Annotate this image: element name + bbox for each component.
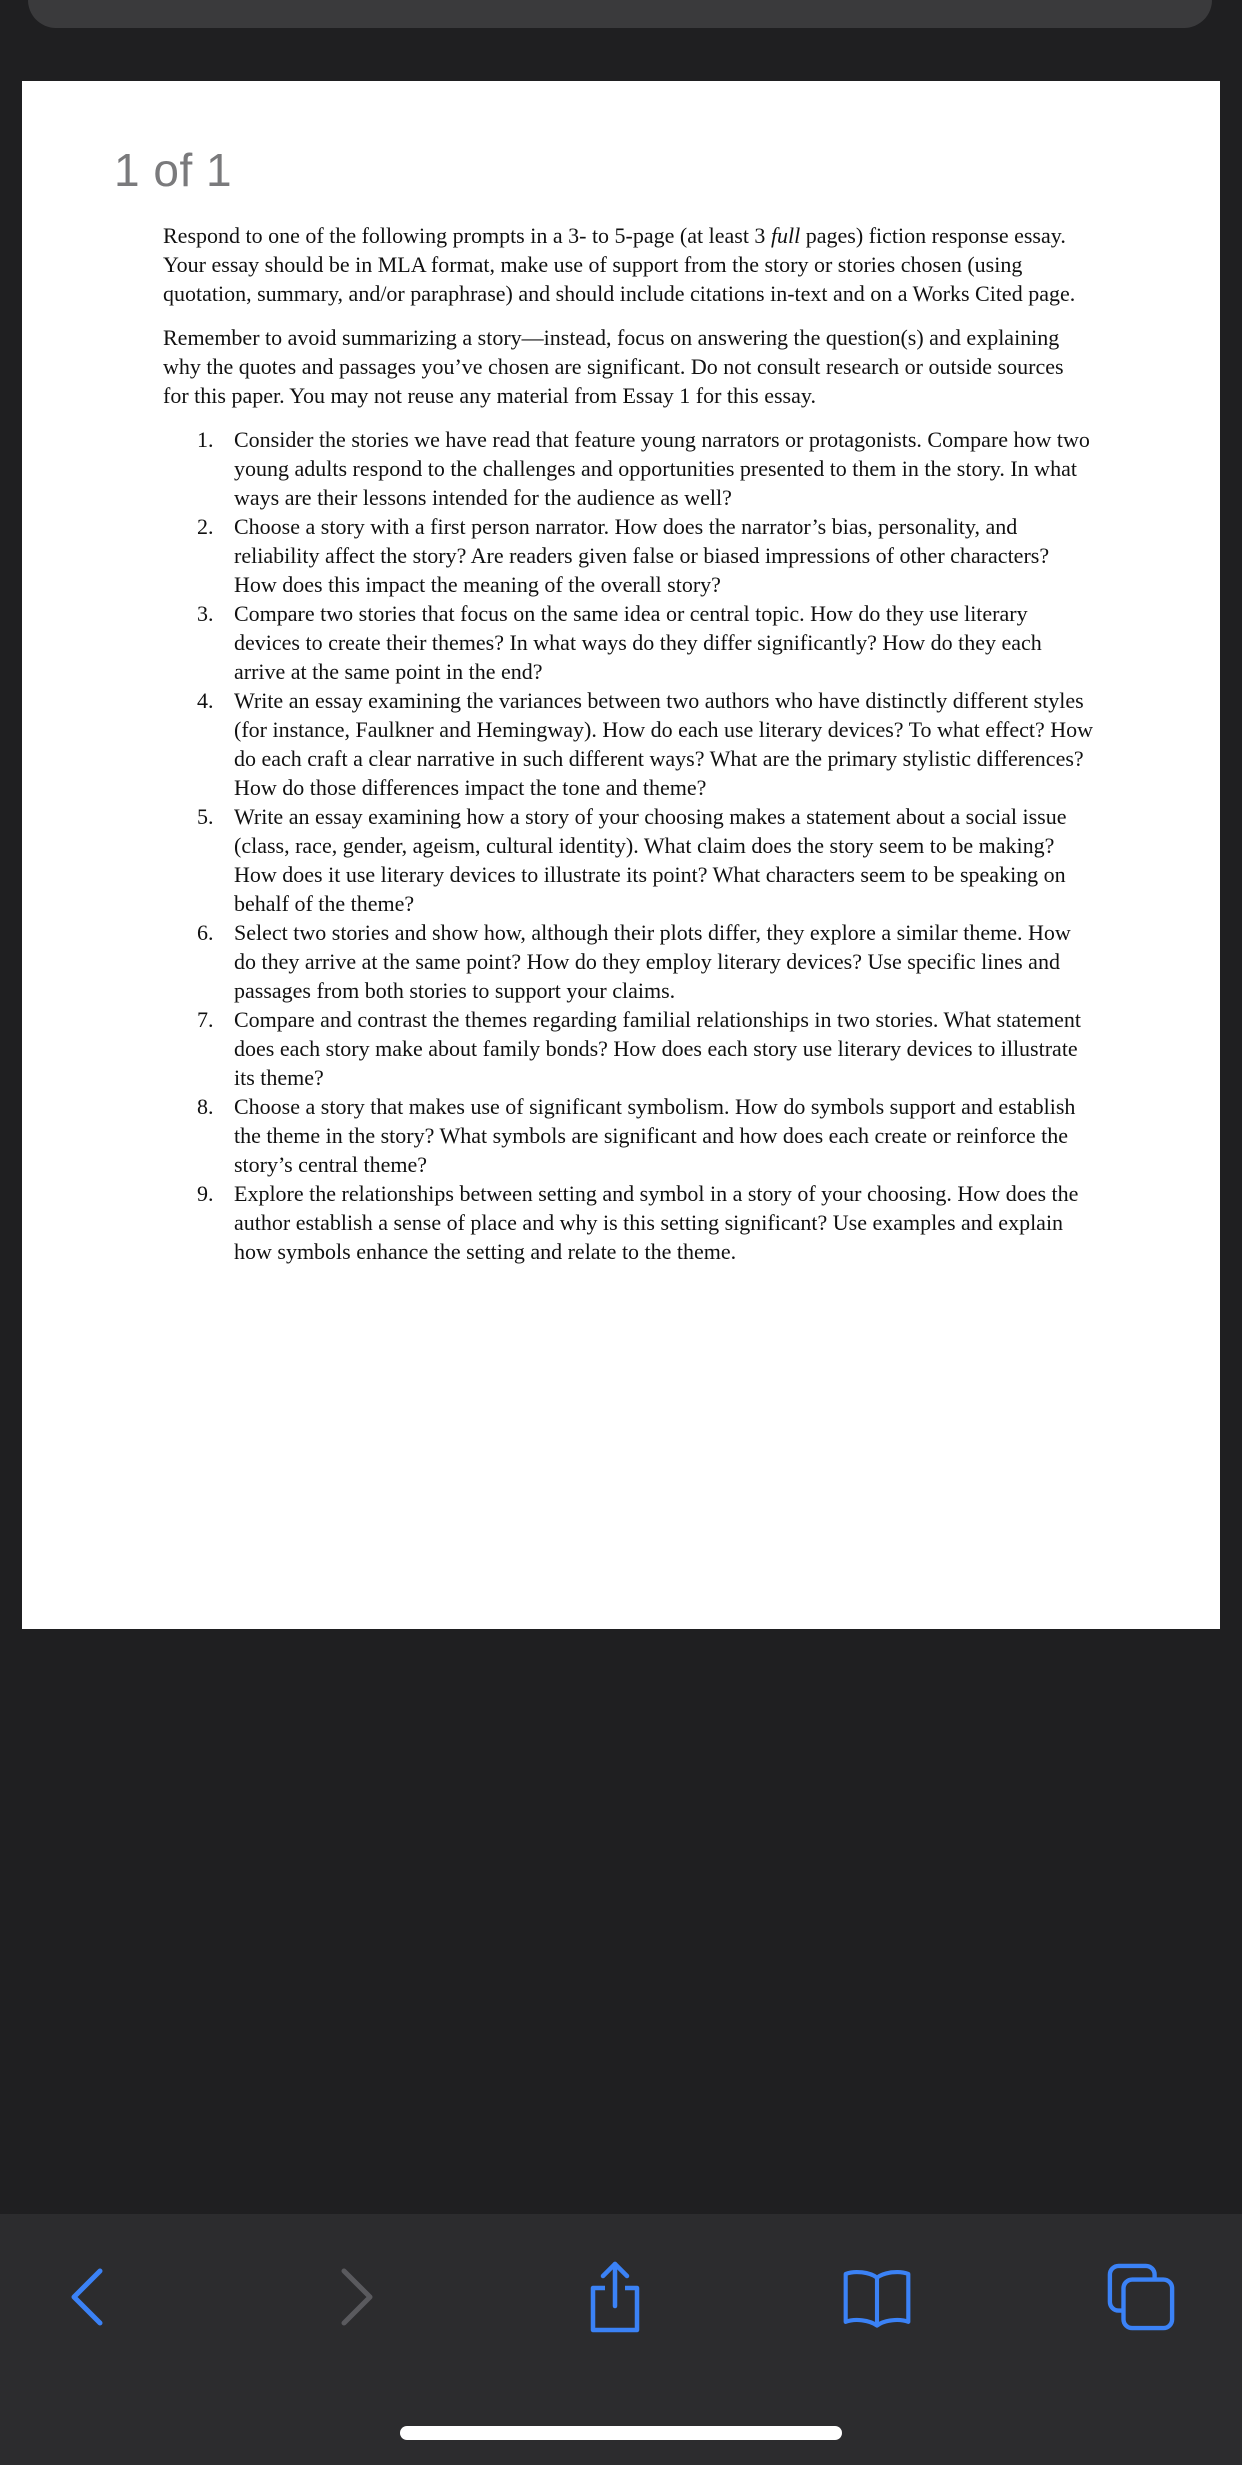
prompt-number: 1.: [197, 427, 214, 452]
prompt-text: Consider the stories we have read that feature young narrators or protagonists. Compare how two young adults respond to the challenges and opportunities presented to them in the story. In what ways are their lessons intended for the audience as well?: [234, 427, 1090, 510]
prompt-number: 5.: [197, 804, 214, 829]
page-counter: 1 of 1: [114, 144, 233, 196]
back-button[interactable]: [52, 2262, 122, 2332]
home-indicator[interactable]: [400, 2426, 842, 2440]
prompt-item: [163, 802, 1093, 918]
intro-text-italic: full: [770, 223, 801, 248]
address-bar[interactable]: [28, 0, 1212, 28]
prompt-number: 8.: [197, 1094, 214, 1119]
prompt-text: Compare and contrast the themes regarding familial relationships in two stories. What statement does each story make about family bonds? How does each story use literary devices to illustrate its theme?: [234, 1007, 1081, 1090]
prompt-item: [163, 686, 1093, 802]
intro-text-end: pages) fiction response essay. Your essay should be in MLA format, make use of support from the story or stories chosen (using quotation, summary, and/or paraphrase) and should include citations in-text and on a Works Cited page.: [163, 223, 1076, 306]
tabs-icon: [1106, 2261, 1176, 2333]
prompt-number: 3.: [197, 601, 214, 626]
prompt-text: Explore the relationships between setting and symbol in a story of your choosing. How does the author establish a sense of place and why is this setting significant? Use examples and explain how symbols enhance the setting and relate to the theme.: [234, 1181, 1079, 1264]
prompt-item: [163, 918, 1093, 1005]
top-bar: [0, 0, 1242, 60]
prompt-list: [163, 425, 1093, 1266]
prompt-text: Write an essay examining the variances between two authors who have distinctly different styles (for instance, Faulkner and Hemingway). How do each use literary devices? To what effect? How do each craft a clear narrative in such different ways? What are the primary stylistic differences? How do those differences impact the tone and theme?: [234, 688, 1093, 800]
share-icon: [583, 2260, 647, 2334]
share-button[interactable]: [580, 2262, 650, 2332]
prompt-text: Write an essay examining how a story of your choosing makes a statement about a social issue (class, race, gender, ageism, cultural identity). What claim does the story seem to be making? How does it use literary devices to illustrate its point? What characters seem to be speaking on behalf of the theme?: [234, 804, 1067, 916]
prompt-text: Select two stories and show how, although their plots differ, they explore a similar theme. How do they arrive at the same point? How do they employ literary devices? Use specific lines and passages from both stories to support your claims.: [234, 920, 1071, 1003]
book-icon: [842, 2264, 912, 2330]
prompt-number: 2.: [197, 514, 214, 539]
prompt-number: 6.: [197, 920, 214, 945]
bookmarks-button[interactable]: [842, 2262, 912, 2332]
prompt-number: 9.: [197, 1181, 214, 1206]
prompt-item: [163, 425, 1093, 512]
intro-text-start: Respond to one of the following prompts in a 3- to 5-page (at least 3: [163, 223, 771, 248]
prompt-text: Choose a story with a first person narrator. How does the narrator’s bias, personality, and reliability affect the story? Are readers given false or biased impressions of other characters? How does this impact the meaning of the overall story?: [234, 514, 1050, 597]
prompt-item: [163, 512, 1093, 599]
chevron-right-icon: [332, 2265, 382, 2329]
forward-button[interactable]: [322, 2262, 392, 2332]
prompt-number: 7.: [197, 1007, 214, 1032]
second-paragraph: Remember to avoid summarizing a story—instead, focus on answering the question(s) and explaining why the quotes and passages you’ve chosen are significant. Do not consult research or outside sources for this paper. You may not reuse any material from Essay 1 for this essay.: [163, 325, 1064, 408]
chevron-left-icon: [62, 2265, 112, 2329]
intro-paragraph: [163, 221, 1093, 308]
prompt-text: Choose a story that makes use of significant symbolism. How do symbols support and establish the theme in the story? What symbols are significant and how does each create or reinforce the story’s central theme?: [234, 1094, 1076, 1177]
tabs-button[interactable]: [1106, 2262, 1176, 2332]
prompt-item: [163, 599, 1093, 686]
prompt-number: 4.: [197, 688, 214, 713]
prompt-item: [163, 1179, 1093, 1266]
document-body: [163, 221, 1093, 1266]
prompt-item: [163, 1005, 1093, 1092]
prompt-text: Compare two stories that focus on the same idea or central topic. How do they use literary devices to create their themes? In what ways do they differ significantly? How do they each arrive at the same point in the end?: [234, 601, 1042, 684]
prompt-item: [163, 1092, 1093, 1179]
